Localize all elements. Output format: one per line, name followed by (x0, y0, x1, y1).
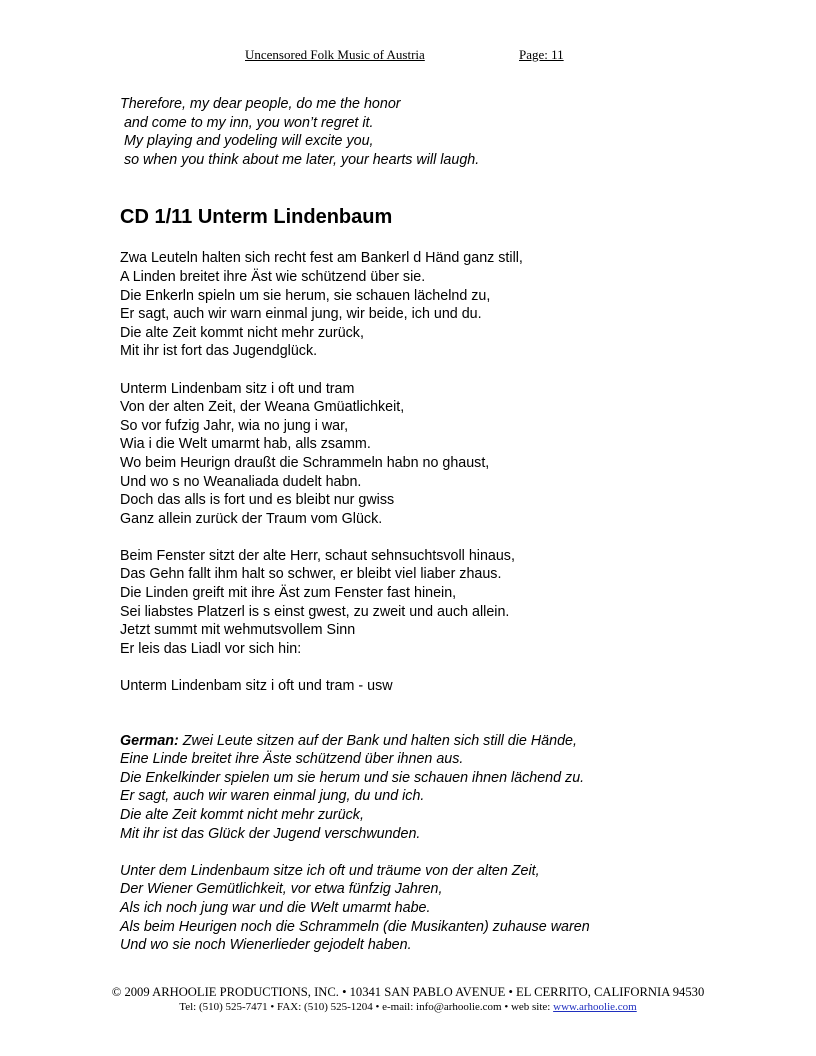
translation-line: Die alte Zeit kommt nicht mehr zurück, (120, 807, 364, 823)
intro-line: My playing and yodeling will excite you, (120, 133, 374, 150)
lyric-line: Ganz allein zurück der Traum vom Glück. (120, 510, 383, 527)
lyric-line: Doch das alls is fort und es bleibt nur gwiss (120, 492, 395, 509)
lyric-line: Sei liabstes Platzerl is s einst gwest, zu zweit und auch allein. (120, 603, 510, 620)
lyric-line: Zwa Leuteln halten sich recht fest am Bankerl d Händ ganz still, (120, 250, 523, 267)
refrain-line (120, 677, 740, 696)
lyric-line: Beim Fenster sitzt der alte Herr, schaut sehnsuchtsvoll hinaus, (120, 547, 515, 564)
website-link[interactable]: www.arhoolie.com (553, 1001, 637, 1013)
translation-line: Der Wiener Gemütlichkeit, vor etwa fünfzig Jahren, (120, 881, 443, 898)
translation-line: Und wo sie noch Wienerlieder gejodelt haben. (120, 937, 412, 954)
translation-line: Eine Linde breitet ihre Äste schützend über ihnen aus. (120, 751, 464, 768)
lyric-line: Wia i die Welt umarmt hab, alls zsamm. (120, 436, 371, 453)
lyric-line: Die Linden greift mit ihre Äst zum Fenster fast hinein, (120, 585, 457, 602)
translation-line: Die Enkelkinder spielen um sie herum und sie schauen ihnen lächend zu. (120, 769, 585, 786)
intro-line: Therefore, my dear people, do me the honor (120, 96, 401, 112)
footer-address: © 2009 ARHOOLIE PRODUCTIONS, INC. • 10341 SAN PABLO AVENUE • EL CERRITO, CALIFORNIA 94530 (111, 985, 705, 999)
document-title: Uncensored Folk Music of Austria (245, 47, 425, 62)
translation-line (120, 732, 740, 751)
page-content (120, 95, 740, 955)
lyric-line: Unterm Lindenbam sitz i oft und tram (120, 380, 355, 397)
lyric-line: Mit ihr ist fort das Jugendglück. (120, 343, 318, 360)
lyric-line: Die alte Zeit kommt nicht mehr zurück, (120, 324, 364, 341)
lyric-line: So vor fufzig Jahr, wia no jung i war, (120, 417, 349, 434)
translation-line: Als beim Heurigen noch die Schrammeln (die Musikanten) zuhause waren (120, 918, 590, 935)
lyric-line: A Linden breitet ihre Äst wie schützend über sie. (120, 268, 426, 285)
intro-stanza (120, 95, 740, 169)
lyrics-stanza-3 (120, 547, 740, 659)
german-first-line: Zwei Leute sitzen auf der Bank und halten sich still die Hände, (178, 732, 577, 749)
page-footer (0, 984, 816, 1014)
lyric-line: Wo beim Heurign draußt die Schrammeln habn no ghaust, (120, 454, 490, 471)
intro-line: so when you think about me later, your hearts will laugh. (120, 151, 480, 168)
lyric-line: Von der alten Zeit, der Weana Gmüatlichkeit, (120, 399, 405, 416)
lyric-line: Er leis das Liadl vor sich hin: (120, 640, 302, 657)
intro-line: and come to my inn, you won’t regret it. (120, 114, 374, 131)
page-number: Page: 11 (519, 47, 564, 62)
german-translation-stanza-1 (120, 732, 740, 844)
refrain-text: Unterm Lindenbam sitz i oft und tram - usw (120, 678, 393, 695)
footer-contact-text: Tel: (510) 525-7471 • FAX: (510) 525-1204 • e-mail: info@arhoolie.com • web site: (179, 1001, 554, 1013)
lyric-line: Die Enkerln spieln um sie herum, sie schauen lächelnd zu, (120, 287, 491, 304)
lyrics-stanza-2 (120, 380, 740, 529)
page-header (0, 47, 816, 67)
german-translation-stanza-2 (120, 862, 740, 955)
lyric-line: Jetzt summt mit wehmutsvollem Sinn (120, 622, 356, 639)
lyric-line: Das Gehn fallt ihm halt so schwer, er bleibt viel liaber zhaus. (120, 566, 502, 583)
lyric-line: Er sagt, auch wir warn einmal jung, wir beide, ich und du. (120, 306, 482, 323)
german-label: German: (120, 732, 179, 749)
song-heading: CD 1/11 Unterm Lindenbaum (120, 206, 393, 229)
footer-contact (0, 1000, 816, 1014)
translation-line: Als ich noch jung war und die Welt umarmt habe. (120, 899, 431, 916)
translation-line: Mit ihr ist das Glück der Jugend verschwunden. (120, 825, 421, 842)
lyrics-stanza-1 (120, 249, 740, 361)
translation-line: Er sagt, auch wir waren einmal jung, du und ich. (120, 788, 425, 805)
lyric-line: Und wo s no Weanaliada dudelt habn. (120, 473, 362, 490)
translation-line: Unter dem Lindenbaum sitze ich oft und träume von der alten Zeit, (120, 862, 540, 879)
